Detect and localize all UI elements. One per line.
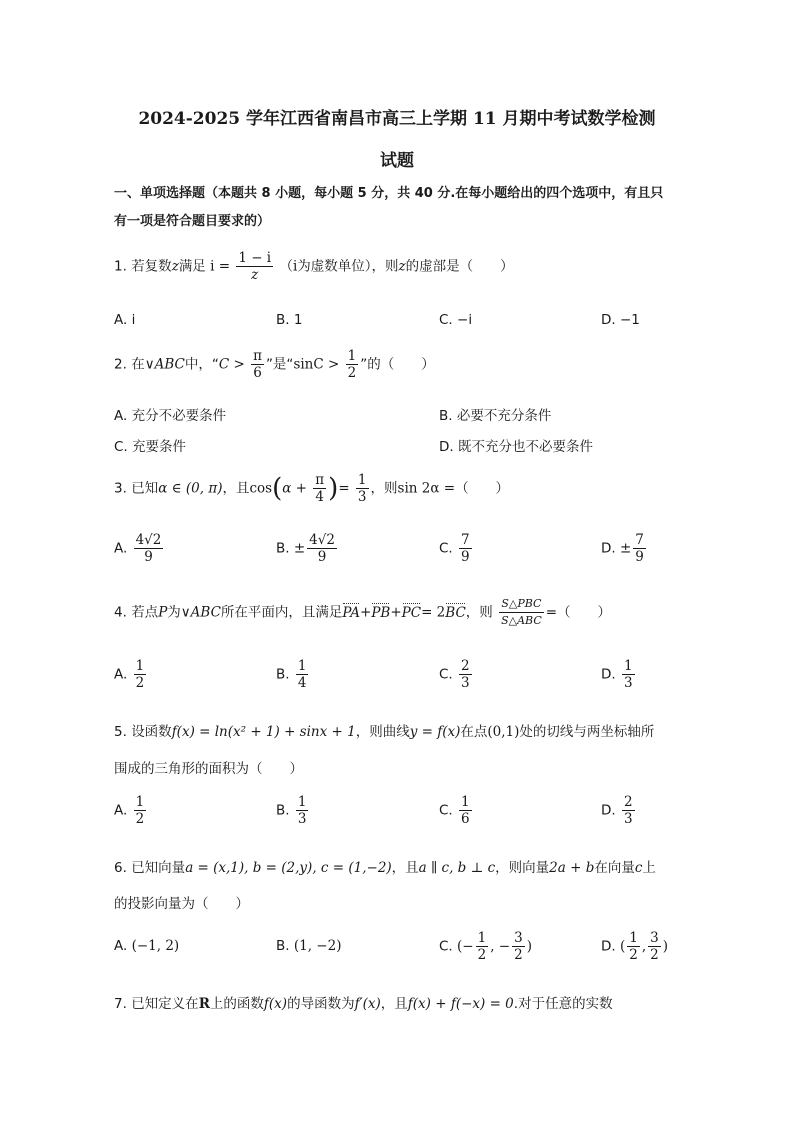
question-5: 5. 设函数f(x) = ln(x² + 1) + sinx + 1，则曲线y = f(x)在点(0,1)处的切线与两坐标轴所	[114, 724, 655, 740]
vector-bc: BC	[445, 604, 466, 621]
q6-option-d[interactable]: D. ( $\frac{1}{2}$ , $\frac{3}{2}$ )	[601, 930, 669, 963]
q6-option-b[interactable]: B. (1, −2)	[276, 938, 342, 954]
section-instructions	[114, 180, 684, 236]
question-2: 2. 在∨ABC中，“C > $\frac{\pi}{6}$ ”是“sinC > $\frac{1}{2}$ ”的（ ）	[114, 348, 435, 381]
q2-option-a[interactable]: A. 充分不必要条件	[114, 408, 227, 424]
question-5-line2: 围成的三角形的面积为（ ）	[114, 761, 303, 777]
q3-option-b[interactable]: B. ± $\frac{4√2}{9}$	[276, 532, 335, 565]
vector-pc: PC	[401, 604, 422, 621]
q1-lhs: i =	[210, 258, 231, 275]
q4-option-a[interactable]: A. $\frac{1}{2}$	[114, 658, 145, 691]
q6-option-a[interactable]: A. (−1, 2)	[114, 938, 180, 954]
question-7: 7. 已知定义在R上的函数f(x)的导函数为f′(x)，且f(x) + f(−x) = 0.对于任意的实数	[114, 996, 613, 1012]
q6-option-c[interactable]: C. (− $\frac{1}{2}$ , − $\frac{3}{2}$ )	[439, 930, 532, 963]
question-6-line2: 的投影向量为（ ）	[114, 896, 249, 912]
q1-fraction: $\frac{1 - i}{z}$	[238, 250, 272, 283]
q3-option-d[interactable]: D. ± $\frac{7}{9}$	[601, 532, 644, 565]
question-3: 3. 已知α ∈ (0, π)，且cos(α + $\frac{\pi}{4}$ )= $\frac{1}{3}$ ，则sin 2α =（ ）	[114, 472, 510, 505]
question-6: 6. 已知向量a = (x,1), b = (2,y), c = (1,−2)，且a ∥ c, b ⊥ c，则向量2a + b在向量c上	[114, 860, 656, 876]
q4-option-c[interactable]: C. $\frac{2}{3}$	[439, 658, 470, 691]
q1-option-d[interactable]: D. −1	[601, 312, 640, 328]
q3-option-a[interactable]: A. $\frac{4√2}{9}$	[114, 532, 162, 565]
q5-option-d[interactable]: D. $\frac{2}{3}$	[601, 794, 633, 827]
q2-option-b[interactable]: B. 必要不充分条件	[439, 408, 552, 424]
q4-option-d[interactable]: D. $\frac{1}{3}$	[601, 658, 633, 691]
exam-title-line1: 2024-2025 学年江西省南昌市高三上学期 11 月期中考试数学检测	[138, 109, 656, 129]
q5-option-b[interactable]: B. $\frac{1}{3}$	[276, 794, 307, 827]
q4-area-ratio: $\frac{\text{S△PBC}}{\text{S△ABC}}$	[501, 597, 542, 627]
section-line1: 一、单项选择题（本题共 8 小题，每小题 5 分，共 40 分.在每小题给出的四个选项中，有且只	[114, 186, 664, 201]
question-4: 4. 若点P为∨ABC所在平面内，且满足PA+PB+PC= 2BC，则 $\frac{\text{S△PBC}}{\text{S△ABC}}$ =（ ）	[114, 597, 612, 627]
q5-option-c[interactable]: C. $\frac{1}{6}$	[439, 794, 470, 827]
exam-title-line2: 试题	[380, 151, 414, 171]
q2-option-d[interactable]: D. 既不充分也不必要条件	[439, 439, 593, 455]
q5-option-a[interactable]: A. $\frac{1}{2}$	[114, 794, 145, 827]
q3-option-c[interactable]: C. $\frac{7}{9}$	[439, 532, 470, 565]
vector-pa: PA	[342, 604, 361, 621]
q4-option-b[interactable]: B. $\frac{1}{4}$	[276, 658, 307, 691]
q1-option-b[interactable]: B. 1	[276, 312, 303, 328]
section-line2: 有一项是符合题目要求的）	[114, 214, 271, 229]
q1-option-c[interactable]: C. −i	[439, 312, 473, 328]
q1-option-a[interactable]: A. i	[114, 312, 136, 328]
vector-pb: PB	[371, 604, 391, 621]
q2-option-c[interactable]: C. 充要条件	[114, 439, 187, 455]
question-1: 1. 若复数z满足 i = $\frac{1 - i}{z}$ （i为虚数单位），则z的虚部是（ ）	[114, 250, 514, 283]
